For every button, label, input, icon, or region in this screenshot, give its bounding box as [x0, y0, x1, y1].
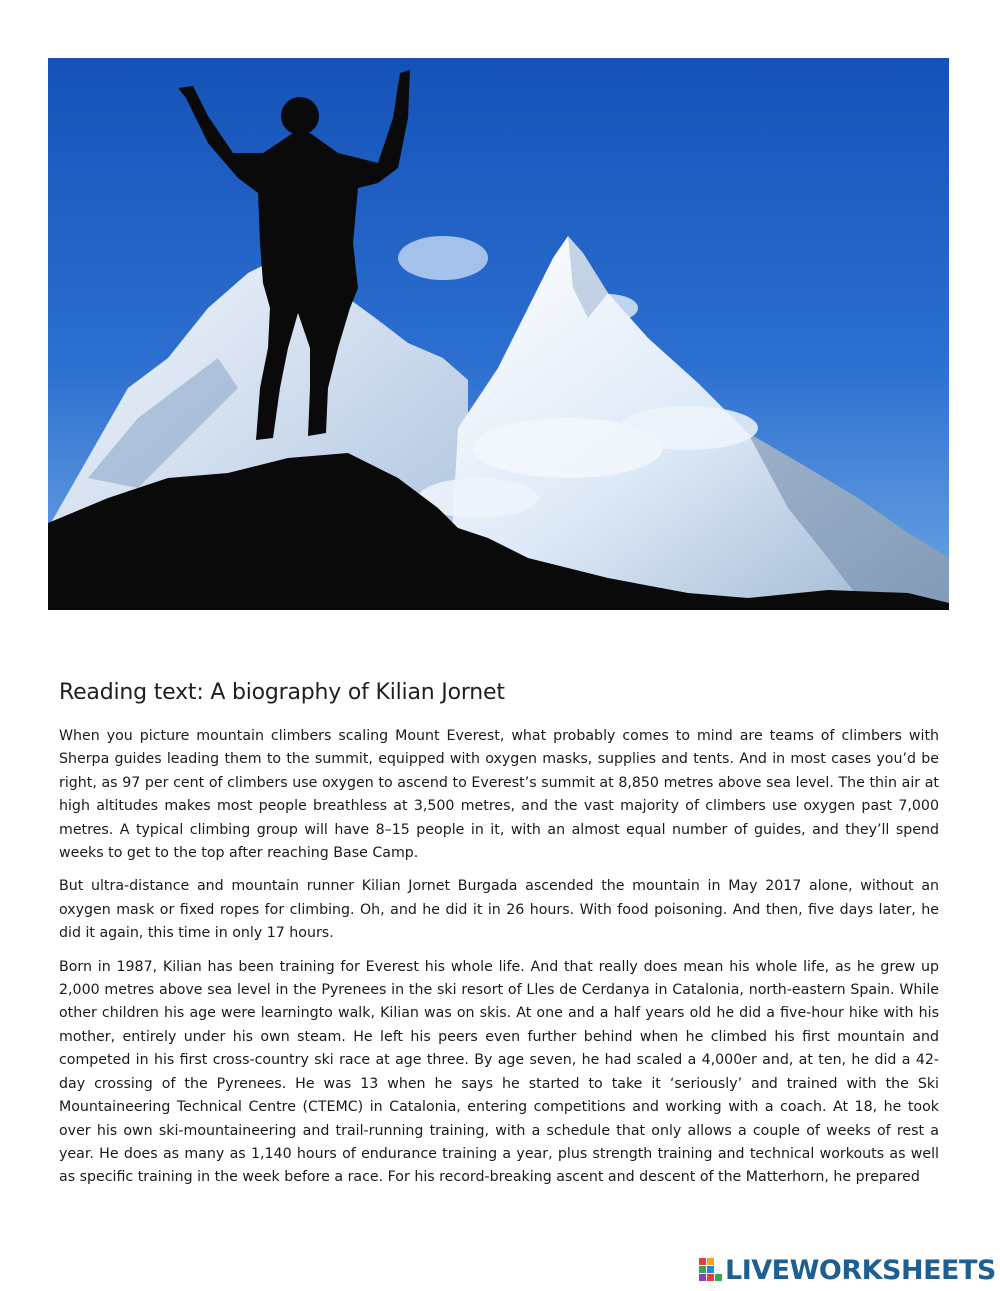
liveworksheets-logo	[699, 1253, 996, 1287]
mountain-climber-photo	[48, 58, 949, 610]
paragraph: When you picture mountain climbers scaling Mount Everest, what probably comes to mind are teams of climbers with Sherpa guides leading them to the summit, equipped with oxygen masks, supplies and tents. And in most cases you’d be right, as 97 per cent of climbers use oxygen to ascend to Everest’s summit at 8,850 metres above sea level. The thin air at high altitudes makes most people breathless at 3,500 metres, and the vast majority of climbers use oxygen past 7,000 metres. A typical climbing group will have 8–15 people in it, with an almost equal number of guides, and they’ll spend weeks to get to the top after reaching Base Camp.	[59, 728, 939, 862]
cloud	[398, 236, 488, 280]
blocks-icon	[699, 1258, 723, 1282]
brand-name: LIVEWORKSHEETS	[725, 1254, 996, 1286]
cloud	[618, 406, 758, 450]
reading-text	[59, 725, 939, 1200]
page-title: Reading text: A biography of Kilian Jornet	[59, 680, 505, 705]
paragraph: But ultra-distance and mountain runner Kilian Jornet Burgada ascended the mountain in May 2017 alone, without an oxygen mask or fixed ropes for climbing. Oh, and he did it in 26 hours. With food poisoning. And then, five days later, he did it again, this time in only 17 hours.	[59, 878, 939, 942]
paragraph: Born in 1987, Kilian has been training for Everest his whole life. And that really does mean his whole life, as he grew up 2,000 metres above sea level in the Pyrenees in the ski resort of Lles de Cerdanya in Catalonia, north-eastern Spain. While other children his age were learningto walk, Kilian was on skis. At one and a half years old he did a five-hour hike with his mother, entirely under his own steam. He left his peers even further behind when he climbed his first mountain and competed in his first cross-country ski race at age three. By age seven, he had scaled a 4,000er and, at ten, he did a 42-day crossing of the Pyrenees. He was 13 when he says he started to take it ‘seriously’ and trained with the Ski Mountaineering Technical Centre (CTEMC) in Catalonia, entering competitions and working with a coach. At 18, he took over his own ski-mountaineering and trail-running training, with a schedule that only allows a couple of weeks of rest a year. He does as many as 1,140 hours of endurance training a year, plus strength training and technical workouts as well as specific training in the week before a race. For his record-breaking ascent and descent of the Matterhorn, he prepared	[59, 958, 939, 1186]
